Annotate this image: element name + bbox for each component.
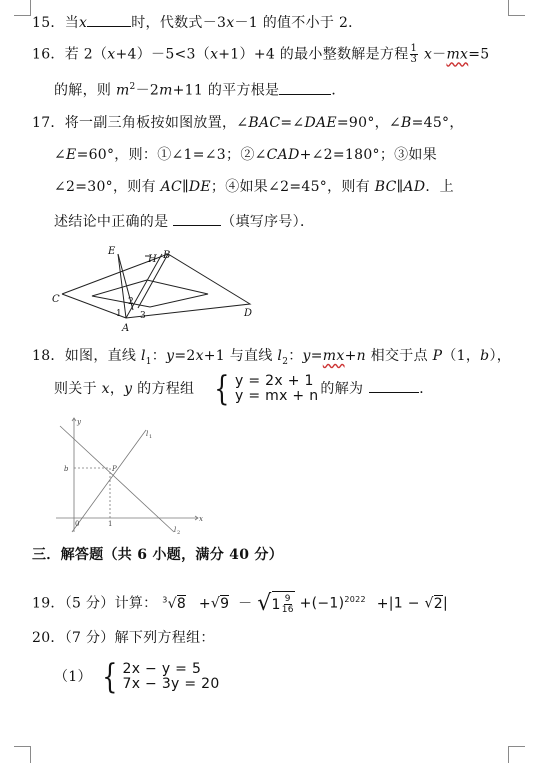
label-x-1: 1 (108, 520, 113, 528)
label-D: D (244, 308, 253, 319)
label-E: E (108, 246, 116, 257)
corner-mark-bottom-left (14, 746, 31, 763)
sqrt-mixed-number: √ 1 $\frac{9}{16}$ (257, 590, 294, 616)
question-19: 19．（5 分）计算： $^3$√8 +√9 － √ 1 $\frac{9}{16}$ $+(-1)^{2022} +|1 - √2|$ (32, 590, 448, 616)
svg-text:2: 2 (177, 530, 181, 536)
question-number: 16． (32, 46, 65, 63)
corner-mark-bottom-right (508, 746, 525, 763)
question-number: 19． (32, 595, 65, 612)
question-15: 15．当x 时，代数式－3x－1 的值不小于 2． (32, 12, 362, 33)
answer-blank[interactable] (87, 12, 131, 27)
sqrt-9: √9 (210, 595, 230, 612)
question-number: 15． (32, 15, 65, 31)
label-A: A (122, 323, 130, 334)
label-angle-1: 1 (116, 309, 122, 319)
question-20: 20．（7 分）解下列方程组： (32, 630, 215, 646)
label-l2: l (174, 526, 177, 534)
equation-system-18: { y = 2x + 1 y = mx + n (214, 369, 319, 409)
label-angle-2: 2 (128, 297, 134, 307)
corner-mark-top-right (508, 0, 525, 16)
label-C: C (52, 294, 60, 305)
question-17-line-2: ∠E=60°，则：①∠1=∠3；②∠CAD+∠2=180°；③如果 (54, 147, 438, 163)
fraction-one-third: $\frac{1}{3}$ (410, 43, 418, 65)
question-number: 17． (32, 115, 65, 131)
question-16-line-1: 16．若 2（x+4）－5<3（x+1）+4 的最小整数解是方程 $\frac{1}{3}$ x－mx=5 (32, 43, 490, 65)
question-16-line-2: 的解，则 $m^2-2m+11$ 的平方根是 ． (54, 77, 346, 101)
label-P: P (112, 465, 117, 473)
question-18-line-2: 则关于 x，y 的方程组 { y = 2x + 1 y = mx + n 的解为 ． (54, 369, 434, 409)
triangle-figure (50, 242, 265, 334)
question-17-line-1: 17．将一副三角板按如图放置，∠BAC=∠DAE=90°，∠B=45°， (32, 115, 464, 131)
label-l1: l (146, 430, 149, 438)
answer-blank[interactable] (279, 80, 331, 95)
label-B: B (163, 250, 171, 261)
line-graph-figure (50, 414, 210, 538)
section-3-title: 三．解答题（共 6 小题，满分 40 分） (32, 547, 284, 563)
answer-blank[interactable] (369, 378, 419, 393)
label-H: H (148, 254, 157, 265)
axis-label-y: y (77, 418, 81, 426)
absolute-value: |1 − √2| (388, 595, 448, 612)
answer-blank[interactable] (173, 211, 221, 226)
question-20-part-1: （1） { 2x − y = 5 7x − 3y = 20 (54, 657, 220, 697)
svg-text:1: 1 (149, 434, 153, 440)
label-origin: 0 (75, 520, 80, 528)
question-18-line-1: 18．如图，直线 $l_1$：y=2x+1 与直线 $l_2$：y=mx+n 相交于点 P（1，b）， (32, 348, 512, 367)
label-b: b (64, 465, 69, 473)
corner-mark-top-left (14, 0, 31, 16)
label-angle-3: 3 (140, 311, 146, 321)
cube-root-8: $^3$√8 (162, 595, 187, 612)
axis-label-x: x (199, 515, 203, 523)
equation-system-20: { 2x − y = 5 7x − 3y = 20 (101, 657, 220, 697)
question-17-line-3: ∠2=30°，则有 AC∥DE；④如果∠2=45°，则有 BC∥AD．上 (54, 179, 454, 195)
question-number: 18． (32, 348, 65, 364)
question-17-line-4: 述结论中正确的是 （填写序号）． (54, 211, 314, 232)
question-number: 20． (32, 630, 65, 646)
